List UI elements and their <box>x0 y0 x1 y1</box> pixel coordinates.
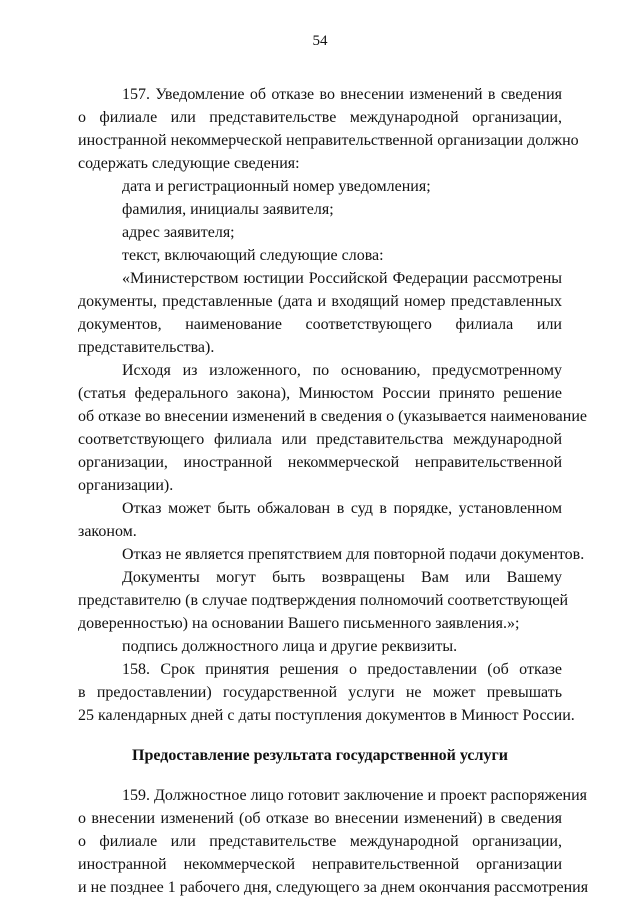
list-item: текст, включающий следующие слова: <box>122 247 384 264</box>
quote-line: законом. <box>78 523 137 540</box>
para-158-line: 158. Срок принятия решения о предоставлении (об отказе <box>122 661 562 678</box>
page-number: 54 <box>312 33 328 49</box>
list-item: адрес заявителя; <box>122 224 235 241</box>
quote-line: документы, представленные (дата и входящий номер представленных <box>78 293 562 310</box>
para-157-line: 157. Уведомление об отказе во внесении изменений в сведения <box>122 86 562 103</box>
quote-line: организации, иностранной некоммерческой неправительственной <box>78 454 562 471</box>
quote-line: представительства). <box>78 339 215 356</box>
para-157-line: о филиале или представительстве международной организации, <box>78 109 562 126</box>
quote-line: Отказ не является препятствием для повторной подачи документов. <box>122 546 585 563</box>
quote-line: Документы могут быть возвращены Вам или Вашему <box>122 569 562 586</box>
para-157-line: содержать следующие сведения: <box>78 155 300 172</box>
para-158-line: в предоставлении) государственной услуги не может превышать <box>78 684 562 701</box>
para-159-line: иностранной некоммерческой неправительственной организации <box>78 856 562 873</box>
quote-line: (статья федерального закона), Минюстом России принято решение <box>78 385 562 402</box>
para-159-line: о филиале или представительстве международной организации, <box>78 833 562 850</box>
quote-line: «Министерством юстиции Российской Федерации рассмотрены <box>122 270 562 287</box>
quote-line: организации). <box>78 477 174 494</box>
quote-line: документов, наименование соответствующего филиала или <box>78 316 562 333</box>
para-159-line: 159. Должностное лицо готовит заключение и проект распоряжения <box>122 787 588 804</box>
para-158-line: 25 календарных дней с даты поступления документов в Минюст России. <box>78 707 575 724</box>
para-159-line: и не позднее 1 рабочего дня, следующего за днем окончания рассмотрения <box>78 879 589 896</box>
para-159-line: о внесении изменений (об отказе во внесении изменений) в сведения <box>78 810 562 827</box>
para-157-line: иностранной некоммерческой неправительственной организации должно <box>78 132 579 149</box>
quote-line: Отказ может быть обжалован в суд в порядке, установленном <box>122 500 562 517</box>
list-item: дата и регистрационный номер уведомления; <box>122 178 431 195</box>
quote-line: об отказе во внесении изменений в сведения о (указывается наименование <box>78 408 588 425</box>
quote-line: доверенностью) на основании Вашего письменного заявления.»; <box>78 615 520 632</box>
list-item: фамилия, инициалы заявителя; <box>122 201 334 218</box>
section-heading: Предоставление результата государственной услуги <box>132 747 508 764</box>
quote-line: соответствующего филиала или представительства международной <box>78 431 562 448</box>
quote-line: представителю (в случае подтверждения полномочий соответствующей <box>78 592 569 609</box>
quote-line: подпись должностного лица и другие реквизиты. <box>122 638 458 655</box>
quote-line: Исходя из изложенного, по основанию, предусмотренному <box>122 362 562 379</box>
